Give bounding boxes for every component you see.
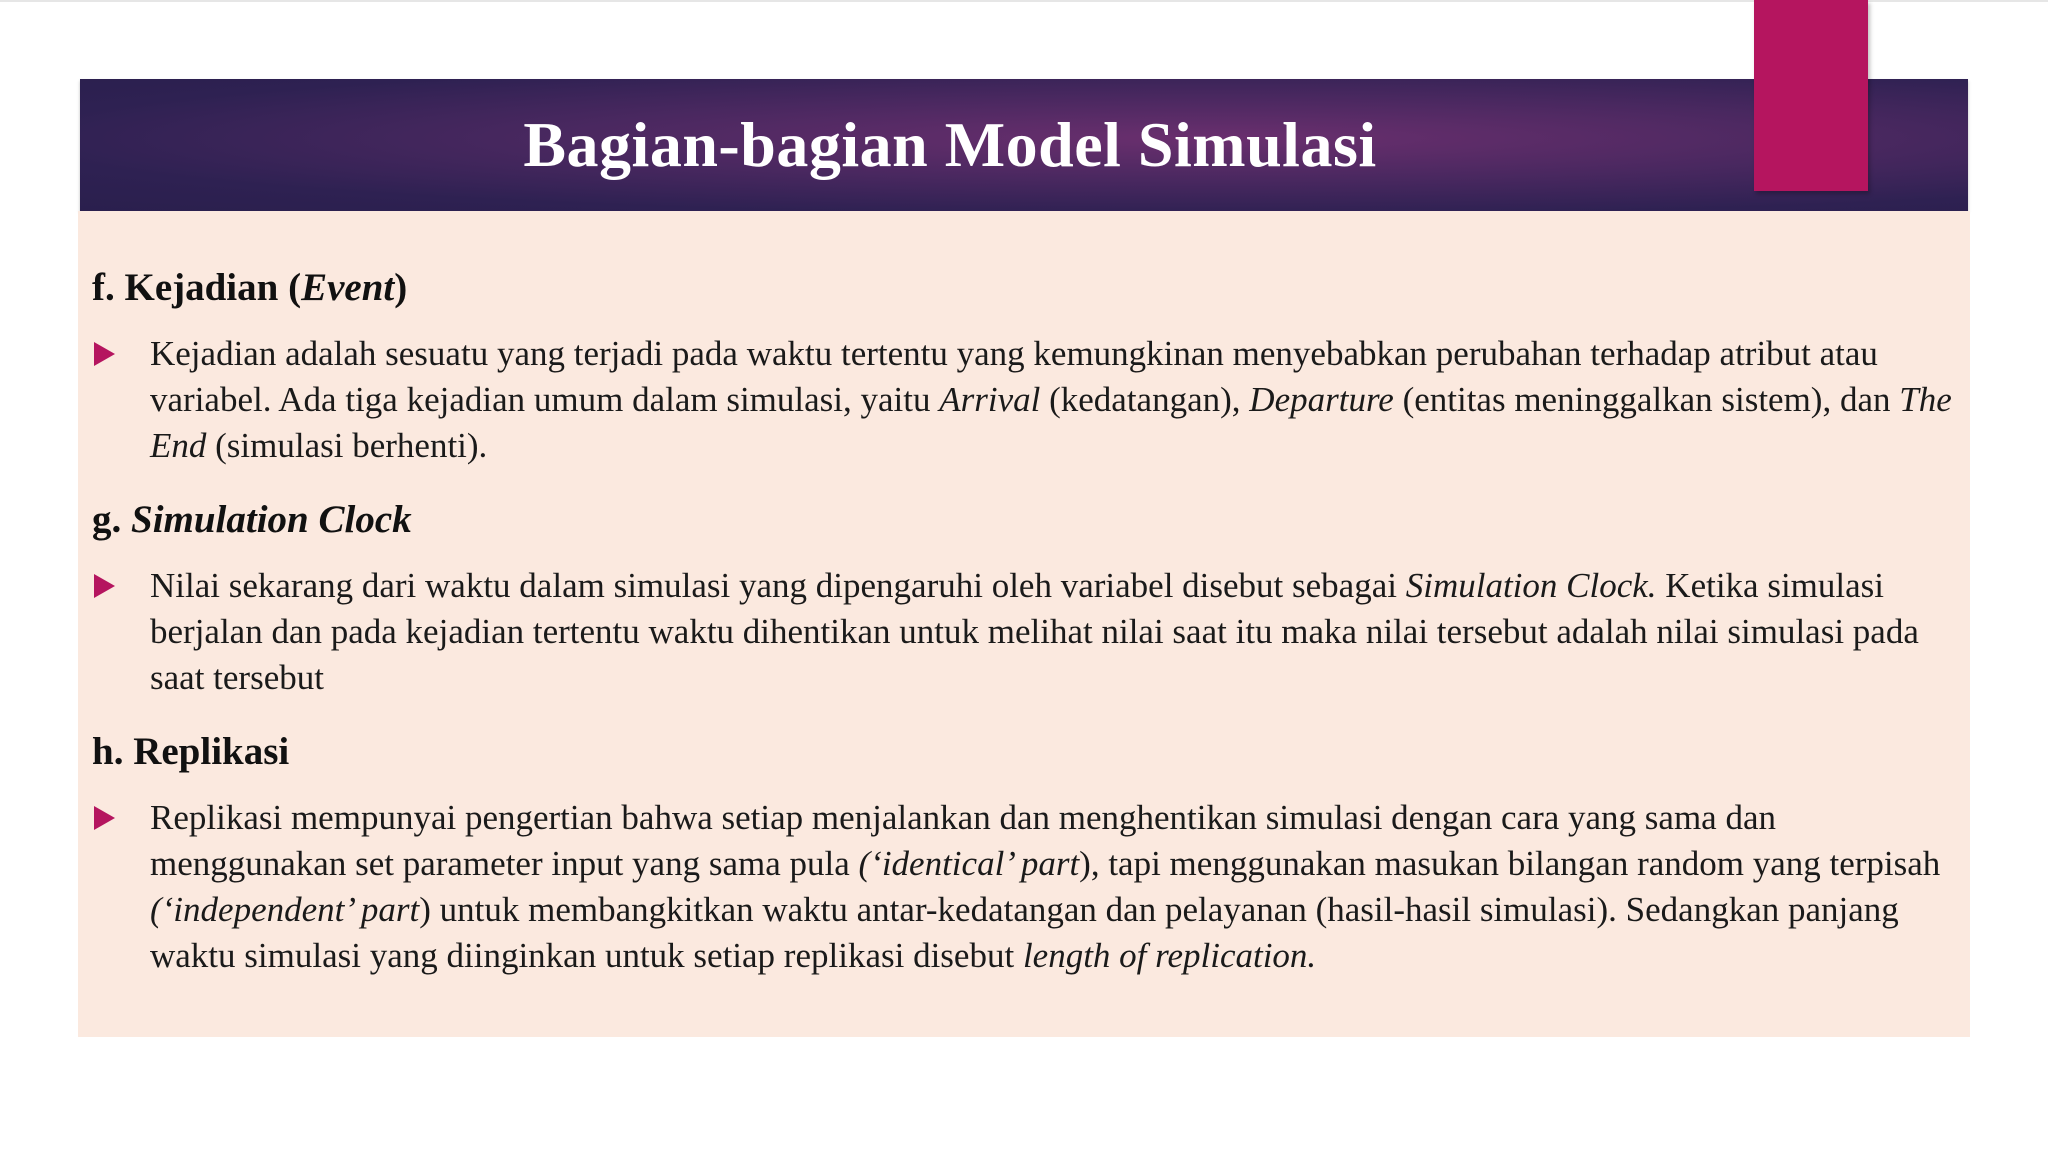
section-heading-replikasi: h. Replikasi bbox=[92, 730, 290, 773]
bullet-paragraph-kejadian: Kejadian adalah sesuatu yang terjadi pada waktu tertentu yang kemungkinan menyebabkan perubahan terhadap atribut atau variabel. Ada tiga kejadian umum dalam simulasi, yaitu Arrival (kedatangan), Departure (entitas meninggalkan sistem), dan The End (simulasi berhenti). bbox=[92, 331, 1952, 469]
bullet-paragraph-simulation-clock: Nilai sekarang dari waktu dalam simulasi yang dipengaruhi oleh variabel disebut sebagai Simulation Clock. Ketika simulasi berjalan dan pada kejadian tertentu waktu dihentikan untuk melihat nilai saat itu maka nilai tersebut adalah nilai simulasi pada saat tersebut bbox=[92, 563, 1952, 701]
bullet-triangle-icon bbox=[94, 342, 115, 366]
content-panel bbox=[78, 211, 1970, 1037]
top-border-line bbox=[0, 0, 2048, 2]
section-kejadian bbox=[92, 265, 1952, 469]
section-simulation-clock bbox=[92, 497, 1952, 701]
accent-tab-decoration bbox=[1754, 0, 1868, 191]
bullet-paragraph-replikasi: Replikasi mempunyai pengertian bahwa setiap menjalankan dan menghentikan simulasi dengan cara yang sama dan menggunakan set parameter input yang sama pula (‘identical’ part), tapi menggunakan masukan bilangan random yang terpisah (‘independent’ part) untuk membangkitkan waktu antar-kedatangan dan pelayanan (hasil-hasil simulasi). Sedangkan panjang waktu simulasi yang diinginkan untuk setiap replikasi disebut length of replication. bbox=[92, 795, 1952, 979]
bullet-triangle-icon bbox=[94, 574, 115, 598]
section-heading-simulation-clock: g. Simulation Clock bbox=[92, 498, 412, 541]
slide-title: Bagian-bagian Model Simulasi bbox=[523, 109, 1377, 180]
section-heading-kejadian: f. Kejadian (Event) bbox=[92, 266, 408, 309]
bullet-triangle-icon bbox=[94, 806, 115, 830]
section-replikasi bbox=[92, 729, 1952, 979]
